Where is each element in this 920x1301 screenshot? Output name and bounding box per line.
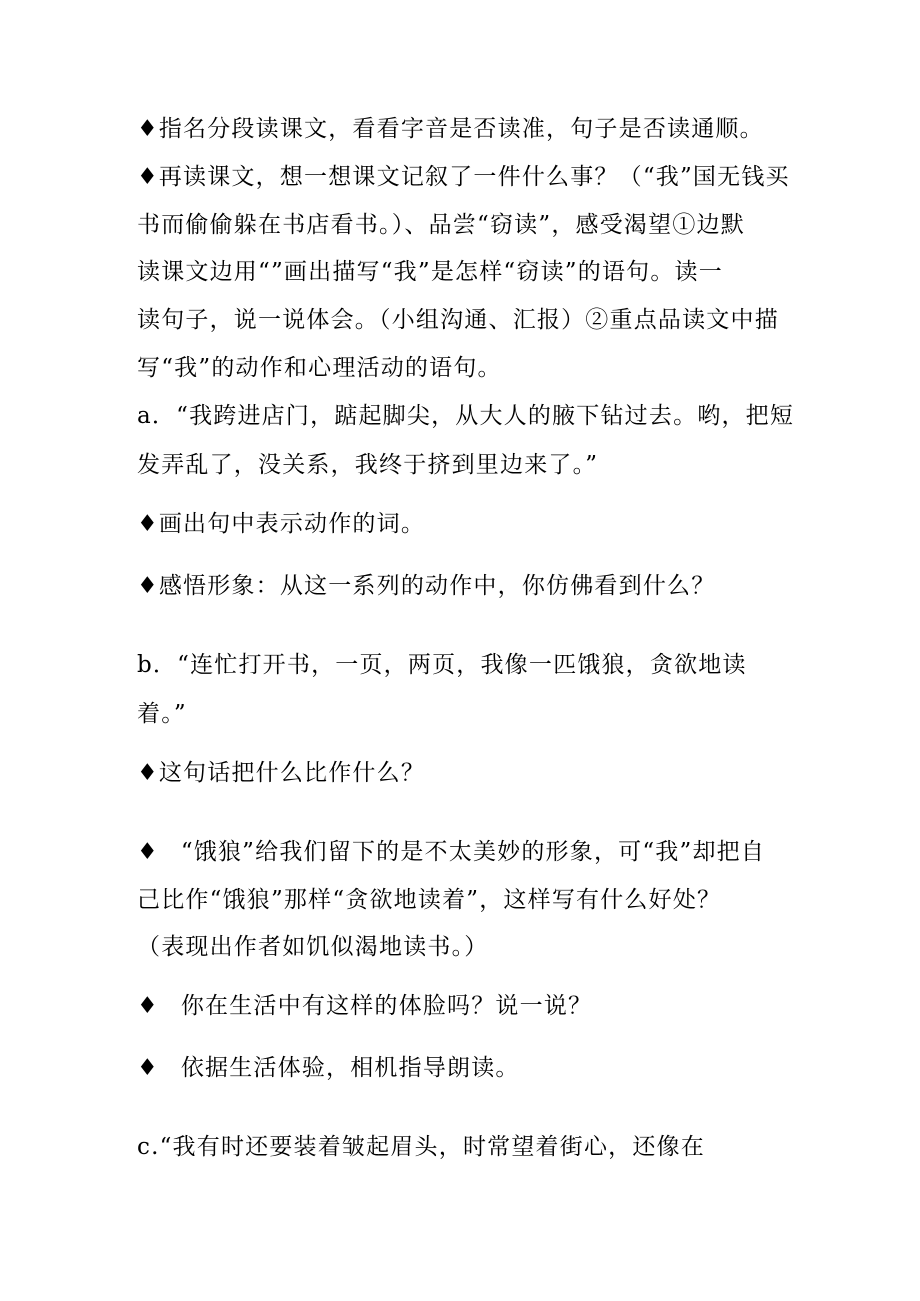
bullet-paragraph-wolf-line-1 — [137, 837, 765, 867]
paragraph-line-1: ♦指名分段读课文，看看字音是否读准，句子是否读通顺。 — [137, 116, 764, 142]
bullet-line-read-aloud — [137, 1053, 520, 1083]
bullet-line-impression: ♦感悟形象：从这一系列的动作中，你仿佛看到什么？ — [137, 573, 716, 599]
paragraph-line-5: 读句子，说一说体会。（小组沟通、汇报）②重点品读文中描 — [137, 307, 779, 333]
bullet-line-experience — [137, 991, 592, 1021]
item-b-line-2: 着。” — [137, 701, 187, 727]
bullet-glyph: ♦ — [137, 1055, 159, 1081]
bullet-text: “饿狼”给我们留下的是不太美妙的形象，可“我”却把自 — [180, 839, 766, 865]
bullet-text: 你在生活中有这样的体脸吗？说一说？ — [180, 993, 593, 1019]
paragraph-line-2: ♦再读课文，想一想课文记叙了一件什么事？（“我”国无钱买 — [137, 164, 790, 190]
bullet-text: 依据生活体验，相机指导朗读。 — [180, 1055, 520, 1081]
item-b-line-1: b．“连忙打开书，一页，两页，我像一匹饿狼，贪欲地读 — [137, 652, 747, 678]
item-a-line-1: a．“我跨进店门，踮起脚尖，从大人的腋下钻过去。哟，把短 — [137, 403, 795, 429]
bullet-line-metaphor: ♦这句话把什么比作什么？ — [137, 760, 426, 786]
item-a-line-2: 发弄乱了，没关系，我终于挤到里边来了。” — [137, 452, 599, 478]
paragraph-line-6: 写“我”的动作和心理活动的语句。 — [137, 355, 502, 381]
bullet-glyph: ♦ — [137, 993, 159, 1019]
paragraph-line-3: 书而偷偷躲在书店看书。）、品尝“窃读”，感受渴望①边默 — [137, 212, 745, 238]
bullet-paragraph-wolf-line-3: （表现出作者如饥似渴地读书。） — [137, 934, 489, 960]
bullet-glyph: ♦ — [137, 839, 159, 865]
bullet-paragraph-wolf-line-2: 己比作“饿狼”那样“贪欲地读着”，这样写有什么好处？ — [137, 887, 722, 913]
paragraph-line-4: 读课文边用“”画出描写“我”是怎样“窃读”的语句。读一 — [137, 259, 723, 285]
item-c-line-1: c.“我有时还要装着皱起眉头，时常望着街心，还像在 — [137, 1134, 705, 1160]
bullet-line-actions: ♦画出句中表示动作的词。 — [137, 511, 426, 537]
